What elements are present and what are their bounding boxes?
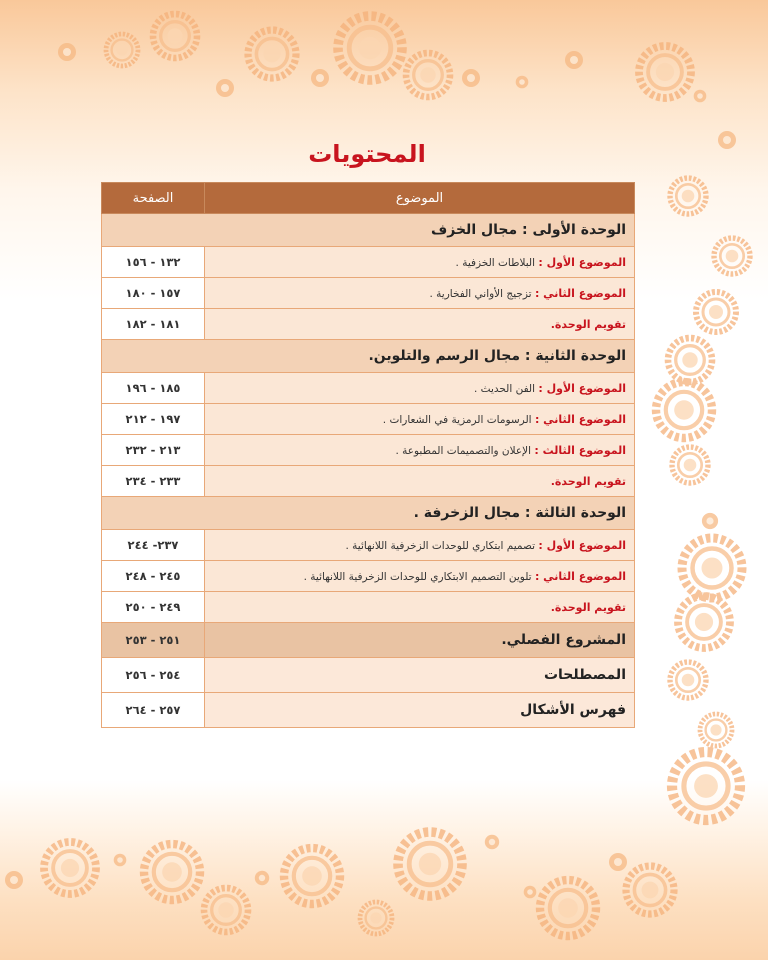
topic-text: تزجيج الأواني الفخارية . — [429, 287, 532, 300]
topic-cell — [205, 435, 635, 466]
page-range: ٢٥٤ - ٢٥٦ — [102, 658, 205, 693]
contents-table — [101, 182, 635, 728]
topic-label: الموضوع الثاني : — [534, 286, 626, 300]
unit-title: الوحدة الأولى : مجال الخزف — [102, 214, 635, 247]
topic-cell — [205, 373, 635, 404]
topic-cell — [205, 309, 635, 340]
header-topic: الموضوع — [205, 183, 635, 214]
topic-label: تقويم الوحدة. — [550, 600, 626, 614]
unit-title: الوحدة الثالثة : مجال الزخرفة . — [102, 497, 635, 530]
topic-row — [102, 530, 635, 561]
unit-title: الوحدة الثانية : مجال الرسم والتلوين. — [102, 340, 635, 373]
topic-text: تلوين التصميم الابتكاري للوحدات الزخرفية اللانهائية . — [303, 570, 532, 583]
topic-cell — [205, 404, 635, 435]
topic-label: تقويم الوحدة. — [550, 474, 626, 488]
page-range: ١٩٧ - ٢١٢ — [102, 404, 205, 435]
topic-row — [102, 278, 635, 309]
extra-title: المشروع الفصلي. — [205, 623, 635, 658]
topic-label: الموضوع الأول : — [538, 255, 626, 269]
page-range: ١٣٢ - ١٥٦ — [102, 247, 205, 278]
topic-text: الإعلان والتصميمات المطبوعة . — [395, 444, 532, 457]
page-range: ٢٣٣ - ٢٣٤ — [102, 466, 205, 497]
topic-row — [102, 592, 635, 623]
unit-row — [102, 214, 635, 247]
topic-label: الموضوع الثاني : — [534, 412, 626, 426]
header-page: الصفحة — [102, 183, 205, 214]
figures-index-row — [102, 693, 635, 728]
topic-text: الفن الحديث . — [473, 382, 536, 395]
topic-cell — [205, 466, 635, 497]
topic-row — [102, 373, 635, 404]
topic-cell — [205, 530, 635, 561]
topic-label: الموضوع الأول : — [538, 538, 626, 552]
extra-title: فهرس الأشكال — [205, 693, 635, 728]
topic-row — [102, 404, 635, 435]
topic-text: تصميم ابتكاري للوحدات الزخرفية اللانهائية . — [345, 539, 536, 552]
topic-label: الموضوع الأول : — [538, 381, 626, 395]
page-range: ١٨٥ - ١٩٦ — [102, 373, 205, 404]
unit-row — [102, 340, 635, 373]
topic-row — [102, 466, 635, 497]
topic-cell — [205, 278, 635, 309]
page-range: ١٥٧ - ١٨٠ — [102, 278, 205, 309]
page-range: ٢٥١ - ٢٥٣ — [102, 623, 205, 658]
extra-title: المصطلحات — [205, 658, 635, 693]
page-range: ٢١٣ - ٢٣٢ — [102, 435, 205, 466]
page-range: ٢٣٧- ٢٤٤ — [102, 530, 205, 561]
topic-text: البلاطات الخزفية . — [455, 256, 536, 269]
topic-row — [102, 435, 635, 466]
page-range: ٢٥٧ - ٢٦٤ — [102, 693, 205, 728]
page-range: ٢٤٩ - ٢٥٠ — [102, 592, 205, 623]
topic-text: الرسومات الرمزية في الشعارات . — [382, 413, 532, 426]
topic-label: الموضوع الثاني : — [534, 569, 626, 583]
glossary-row — [102, 658, 635, 693]
topic-row — [102, 309, 635, 340]
page-range: ١٨١ - ١٨٢ — [102, 309, 205, 340]
topic-row — [102, 561, 635, 592]
unit-row — [102, 497, 635, 530]
page-title: المحتويات — [308, 140, 426, 168]
page-range: ٢٤٥ - ٢٤٨ — [102, 561, 205, 592]
topic-cell — [205, 561, 635, 592]
topic-row — [102, 247, 635, 278]
topic-label: الموضوع الثالث : — [534, 443, 626, 457]
topic-cell — [205, 247, 635, 278]
header-row — [102, 183, 635, 214]
topic-cell — [205, 592, 635, 623]
project-row — [102, 623, 635, 658]
topic-label: تقويم الوحدة. — [550, 317, 626, 331]
